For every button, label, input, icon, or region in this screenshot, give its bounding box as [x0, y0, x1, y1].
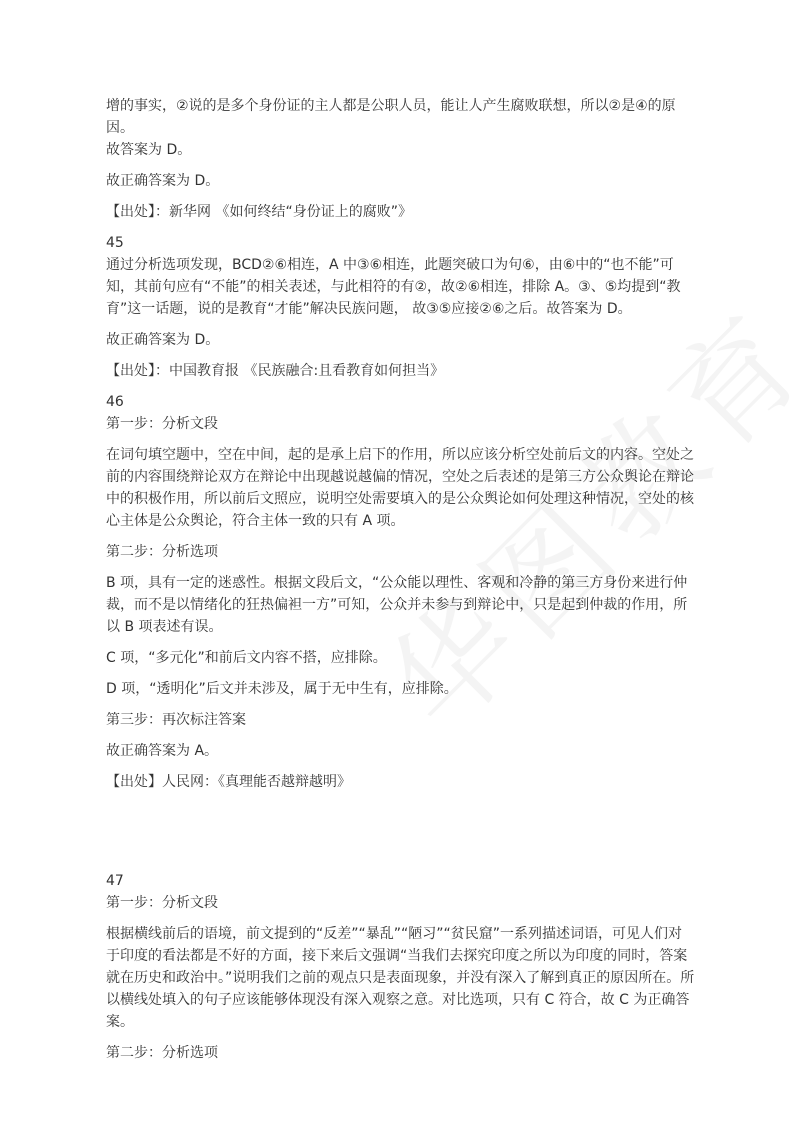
paragraph: 根据横线前后的语境，前文提到的“反差”“暴乱”“陋习”“贫民窟”一系列描述词语，可见人们对于印度的看法都是不好的方面，接下来后文强调“当我们去探究印度之所以为印度的同时，答案就在历史和政治中。”说明我们之前的观点只是表面现象，并没有深入了解到真正的原因所在。所以横线处填入的句子应该能够体现没有深入观察之意。对比选项，只有 C 符合，故 C 为正确答案。	[106, 926, 695, 1030]
paragraph: C 项，“多元化”和前后文内容不搭，应排除。	[106, 650, 387, 666]
paragraph: 增的事实，②说的是多个身份证的主人都是公职人员，能让人产生腐败联想，所以②是④的原因。	[106, 98, 676, 136]
source-line: 【出处】：中国教育报 《民族融合:且看教育如何担当》	[106, 363, 445, 379]
paragraph: 在词句填空题中，空在中间，起的是承上启下的作用，所以应该分析空处前后文的内容。空处之前的内容围绕辩论双方在辩论中出现越说越偏的情况，空处之后表述的是第三方公众舆论在辩论中的积极作用，所以前后文照应，说明空处需要填入的是公众舆论如何处理这种情况，空处的核心主体是公众舆论，符合主体一致的只有 A 项。	[106, 447, 694, 529]
source-line: 【出处】：新华网 《如何终结“身份证上的腐败”》	[106, 204, 412, 220]
paragraph: D 项，“透明化”后文并未涉及，属于无中生有，应排除。	[106, 681, 458, 697]
step-heading: 第二步：分析选项	[106, 1045, 218, 1061]
question-number: 46	[106, 394, 124, 410]
document-body	[106, 95, 696, 1064]
answer-line: 故正确答案为 D。	[106, 173, 220, 189]
answer-line: 故正确答案为 A。	[106, 743, 219, 759]
paragraph: 故答案为 D。	[106, 142, 192, 158]
step-heading: 第三步：再次标注答案	[106, 712, 246, 728]
question-number: 45	[106, 235, 124, 251]
step-heading: 第一步：分析文段	[106, 416, 218, 432]
source-line: 【出处】人民网：《真理能否越辩越明》	[106, 774, 351, 790]
step-heading: 第一步：分析文段	[106, 895, 218, 911]
question-number: 47	[106, 873, 124, 889]
step-heading: 第二步：分析选项	[106, 544, 218, 560]
answer-line: 故正确答案为 D。	[106, 332, 220, 348]
paragraph: B 项，具有一定的迷惑性。根据文段后文，“公众能以理性、客观和冷静的第三方身份来进行仲裁，而不是以情绪化的狂热偏袒一方”可知，公众并未参与到辩论中，只是起到仲裁的作用，所以 B 项表述有误。	[106, 575, 688, 635]
paragraph: 通过分析选项发现，BCD②⑥相连，A 中③⑥相连，此题突破口为句⑥，由⑥中的“也不能”可知，其前句应有“不能”的相关表述，与此相符的有②，故②⑥相连，排除 A。③、⑤均提到“教育”这一话题，说的是教育“才能”解决民族问题， 故③⑤应接②⑥之后。故答案为 D。	[106, 257, 681, 317]
